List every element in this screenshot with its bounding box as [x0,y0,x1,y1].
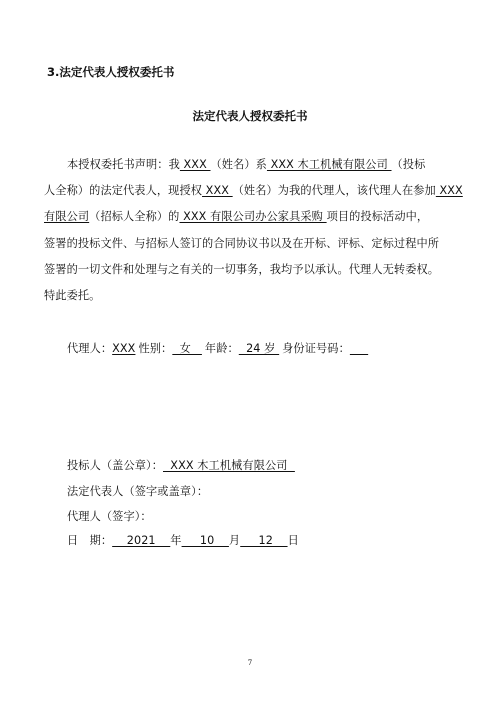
date-line [67,532,299,548]
body-line-5: 签署的一切文件和处理与之有关的一切事务，我均予以承认。代理人无转委权。 [44,263,440,276]
body-line-6: 特此委托。 [44,289,101,302]
month-unit: 月 [228,534,241,547]
day-unit: 日 [287,534,299,547]
body-line-1 [67,156,425,172]
age-label: 年龄： [204,342,239,355]
date-year: 2021 [112,534,171,547]
body-text: 本授权委托书声明：我 [67,158,180,171]
body-line-2 [44,182,463,198]
date-day: 12 [240,534,288,547]
age-value: 24 岁 [238,342,280,355]
tenderee-name-start: XXX [435,184,463,197]
id-number-label: 身份证号码： [282,342,350,355]
gender-value: 女 [172,342,202,355]
body-text: （招标人全称）的 [89,210,180,223]
body-text: （姓名）系 [210,158,267,171]
year-unit: 年 [170,534,182,547]
agent-label: 代理人： [67,342,113,355]
bidder-company: XXX 木工机械有限公司 [266,158,392,171]
date-month: 10 [181,534,229,547]
bidder-seal-value: XXX 木工机械有限公司 [163,459,295,472]
body-line-4: 签署的投标文件、与招标人签订的合同协议书以及在开标、评标、定标过程中所 [44,237,440,250]
id-number-value [350,342,368,355]
page-number: 7 [247,659,253,667]
agent-name: XXX [202,184,233,197]
tenderee-name-end: 有限公司 [44,210,90,223]
agent-info-line [67,340,368,356]
body-text: （姓名）为我的代理人，该代理人在参加 [232,184,436,197]
legal-rep-name: XXX [179,158,211,171]
gender-label: 性别： [138,342,173,355]
section-heading: 3.法定代表人授权委托书 [47,65,175,79]
bidder-line [67,457,295,473]
bidder-seal-label: 投标人（盖公章）： [67,459,163,472]
date-label: 日 期： [67,534,113,547]
agent-name-value: XXX [112,342,136,355]
body-text: 项目的投标活动中， [326,210,429,223]
body-text: 人全称）的法定代表人，现授权 [44,184,203,197]
agent-signature-label: 代理人（签字）： [67,510,152,523]
legal-rep-signature-label: 法定代表人（签字或盖章）： [67,485,209,498]
project-name: XXX 有限公司办公家具采购 [179,210,327,223]
document-title: 法定代表人授权委托书 [192,109,308,123]
body-text: （投标 [391,158,426,171]
body-line-3 [44,208,428,224]
